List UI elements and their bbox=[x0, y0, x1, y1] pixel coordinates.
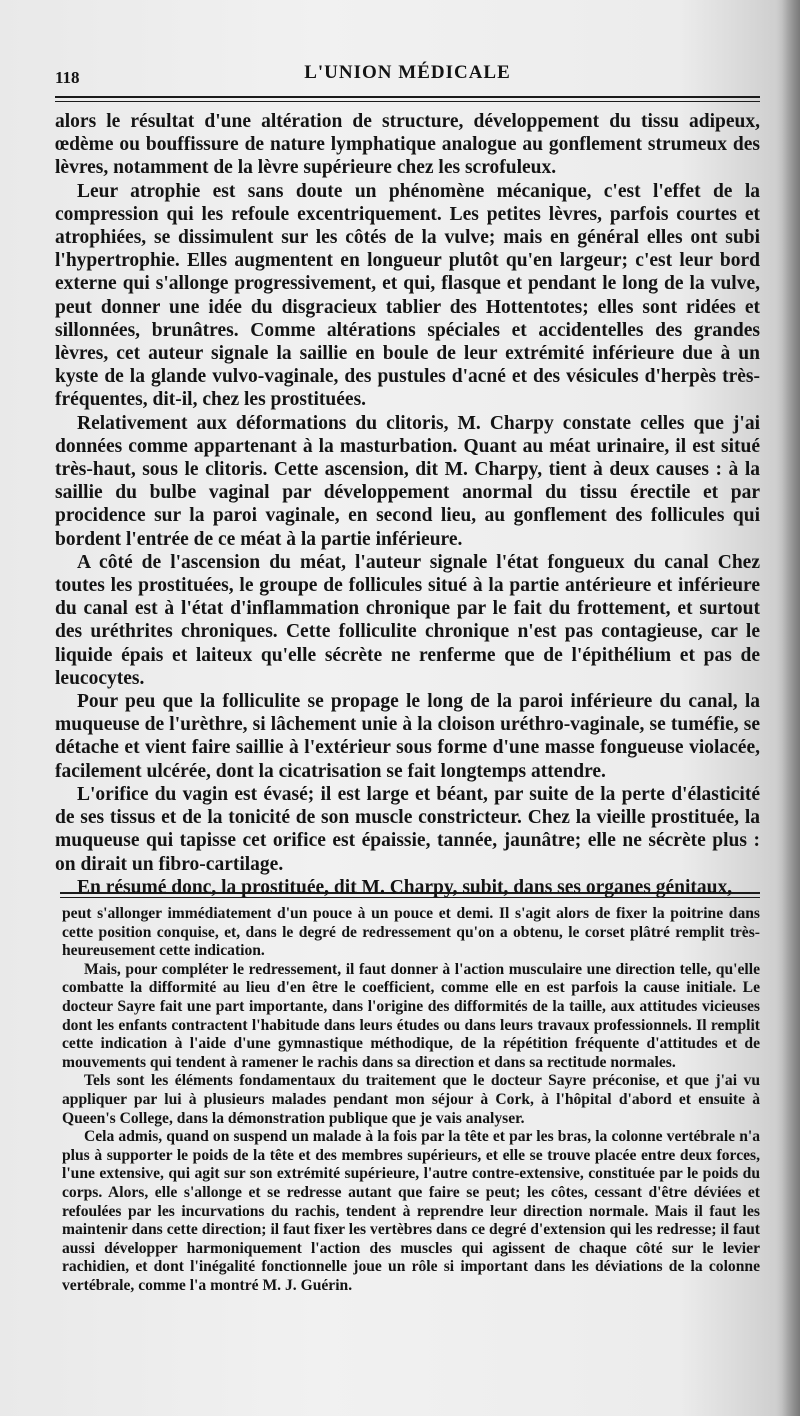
header-rule bbox=[55, 96, 760, 98]
article-paragraph: Pour peu que la folliculite se propage le long de la paroi inférieure du canal, la muqueuse de l'urèthre, si lâchement unie à la cloison uréthro-vaginale, se tuméfie, se détache et vient faire saillie à l'extérieur sous forme d'une masse fongueuse violacée, facilement ulcérée, dont la cicatrisation se fait longtemps attendre. bbox=[55, 691, 760, 782]
article-paragraph: Relativement aux déformations du clitoris, M. Charpy constate celles que j'ai données comme appartenant à la masturbation. Quant au méat urinaire, il est situé très-haut, sous le clitoris. Cette ascension, dit M. Charpy, tient à deux causes : à la saillie du bulbe vaginal par développement anormal du tissu érectile et par procidence sur la paroi vaginale, en second lieu, au gonflement des follicules qui bordent l'entrée de ce méat à la partie inférieure. bbox=[55, 412, 760, 550]
feuilleton-paragraph: peut s'allonger immédiatement d'un pouce à un pouce et demi. Il s'agit alors de fixer la poitrine dans cette position conquise, et, dans le degré de redressement qu'on a obtenu, le corset plâtré remplit très-heureusement cette indication. bbox=[62, 905, 760, 960]
page-header bbox=[55, 60, 760, 94]
article-paragraph: En résumé donc, la prostituée, dit M. Charpy, subit, dans ses organes génitaux, bbox=[77, 876, 733, 898]
header-rule-thin bbox=[55, 101, 760, 102]
feuilleton-paragraph: Tels sont les éléments fondamentaux du traitement que le docteur Sayre préconise, et que j'ai vu appliquer par lui à plusieurs malades pendant mon séjour à Cork, à l'hôpital d'abord et ensuite à Queen's College, dans la démonstration publique que je vais analyser. bbox=[62, 1072, 760, 1127]
page-number: 118 bbox=[55, 68, 80, 87]
feuilleton-divider-thin bbox=[60, 897, 760, 898]
main-article bbox=[55, 110, 760, 899]
article-paragraph: L'orifice du vagin est évasé; il est large et béant, par suite de la perte d'élasticité de ses tissus et de la tonicité de son muscle constricteur. Chez la vieille prostituée, la muqueuse qui tapisse cet orifice est épaissie, tannée, jaunâtre; elle ne sécrète plus : on dirait un fibro-cartilage. bbox=[55, 783, 760, 875]
feuilleton-paragraph: Cela admis, quand on suspend un malade à la fois par la tête et par les bras, la colonne vertébrale n'a plus à supporter le poids de la tête et des membres supérieurs, et elle se trouve placée entre deux forces, l'une extensive, qui agit sur son extrémité supérieure, l'autre contre-extensive, constituée par le poids du corps. Alors, elle s'allonge et se redresse autant que faire se peut; les côtes, cessant d'être déviées et refoulées par les incurvations du rachis, tendent à reprendre leur direction normale. Mais il faut les maintenir dans cette direction; il faut fixer les vertèbres dans ce degré d'extension qui les redresse; il faut aussi développer harmoniquement l'action des muscles qui agissent de chaque côté sur le levier rachidien, et dont l'inégalité fonctionnelle joue un rôle si important dans les déviations de la colonne vertébrale, comme l'a montré M. J. Guérin. bbox=[62, 1128, 760, 1294]
page-edge-shadow bbox=[782, 0, 800, 1416]
running-head: L'UNION MÉDICALE bbox=[304, 62, 511, 83]
article-paragraph: Leur atrophie est sans doute un phénomène mécanique, c'est l'effet de la compression qui les refoule excentriquement. Les petites lèvres, parfois courtes et atrophiées, se dissimulent sur les côtés de la vulve; mais en général elles ont subi l'hypertrophie. Elles augmentent en longueur plutôt qu'en largeur; c'est leur bord externe qui s'allonge progressivement, et qui, flasque et pendant le long de la vulve, peut donner une idée du disgracieux tablier des Hottentotes; elles sont ridées et sillonnées, brunâtres. Comme altérations spéciales et accidentelles des grandes lèvres, cet auteur signale la saillie en boule de leur extrémité inférieure due à un kyste de la glande vulvo-vaginale, des pustules d'acné et des vésicules d'herpès très-fréquentes, dit-il, chez les prostituées. bbox=[55, 180, 760, 411]
feuilleton-paragraph: Mais, pour compléter le redressement, il faut donner à l'action musculaire une direction telle, qu'elle combatte la difformité au lieu d'en être le coefficient, comme elle en est parfois la cause initiale. Le docteur Sayre fait une part importante, dans l'origine des difformités de la taille, aux attitudes vicieuses dont les enfants contractent l'habitude dans leurs études ou dans leurs travaux professionnels. Il remplit cette indication à l'aide d'une gymnastique méthodique, de la répétition fréquente d'attitudes et de mouvements qui tendent à ramener le rachis dans sa direction et dans sa rectitude normales. bbox=[62, 960, 760, 1071]
article-paragraph: alors le résultat d'une altération de structure, développement du tissu adipeux, œdème ou bouffissure de nature lymphatique analogue au gonflement strumeux des lèvres, notamment de la lèvre supérieure chez les scrofuleux. bbox=[55, 111, 760, 179]
feuilleton-text bbox=[62, 905, 760, 1295]
feuilleton-divider bbox=[60, 892, 760, 894]
article-paragraph: A côté de l'ascension du méat, l'auteur signale l'état fongueux du canal Chez toutes les prostituées, le groupe de follicules situé à la partie antérieure et inférieure du canal est à l'état d'inflammation chronique par le fait du frottement, et surtout des uréthrites chroniques. Cette folliculite chronique n'est pas contagieuse, car le liquide épais et laiteux qu'elle sécrète ne renferme que de l'épithélium et pas de leucocytes. bbox=[55, 551, 760, 689]
